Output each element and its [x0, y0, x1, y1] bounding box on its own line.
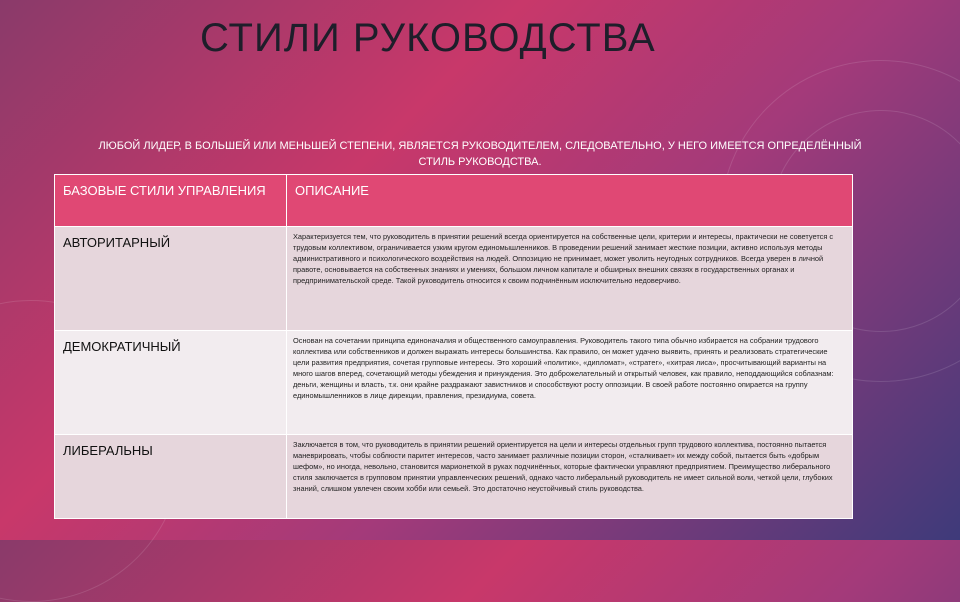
style-name-cell: ЛИБЕРАЛЬНЫ	[55, 435, 287, 519]
style-name-cell: ДЕМОКРАТИЧНЫЙ	[55, 331, 287, 435]
style-description-cell: Основан на сочетании принципа единоначалия и общественного самоуправления. Руководитель такого типа обычно избирается на собрании трудового коллектива или собственников и должен выражать интересы большинства. Как правило, он может удачно выявить, принять и реализовать стратегические цели развития предприятия, сочетая групповые интересы. Это хороший «политик», «дипломат», «стратег», «хитрая лиса», просчитывающий варианты на много шагов вперед, сочетающий методы убеждения и принуждения. Это доброжелательный и открытый человек, как правило, неподдающийся соблазнам: деньги, женщины и власть, т.к. они крайне раздражают завистников и способствуют росту оппозиции. В своей работе постоянно опирается на группу единомышленников в лице дирекции, правления, президиума, совета.	[287, 331, 853, 435]
table-row	[55, 435, 853, 519]
table-row	[55, 331, 853, 435]
header-description: ОПИСАНИЕ	[287, 175, 853, 227]
slide-subtitle: ЛЮБОЙ ЛИДЕР, В БОЛЬШЕЙ ИЛИ МЕНЬШЕЙ СТЕПЕНИ, ЯВЛЯЕТСЯ РУКОВОДИТЕЛЕМ, СЛЕДОВАТЕЛЬНО, У НЕГО ИМЕЕТСЯ ОПРЕДЕЛЁННЫЙ СТИЛЬ РУКОВОДСТВА.	[98, 140, 862, 168]
style-description-cell: Заключается в том, что руководитель в принятии решений ориентируется на цели и интересы отдельных групп трудового коллектива, постоянно пытается маневрировать, чтобы соблюсти паритет интересов, часто занимает различные позиции сторон, «сталкивает» их между собой, пытается быть «добрым шефом», но иногда, невольно, становится марионеткой в руках подчинённых, которые фактически управляют предприятием. Преимущество либерального стиля заключается в групповом принятии управленческих решений, однако часто либеральный руководитель не имеет сильной воли, четкой цели, глубоких знаний, слишком увлечен своим хобби или семьей. Это достаточно неустойчивый стиль руководства.	[287, 435, 853, 519]
slide-title: СТИЛИ РУКОВОДСТВА	[200, 16, 656, 60]
style-description-cell: Характеризуется тем, что руководитель в принятии решений всегда ориентируется на собственные цели, критерии и интересы, практически не советуется с трудовым коллективом, ограничивается узким кругом единомышленников. В проведении решений занимает жесткие позиции, активно используя методы административного и психологического воздействия на людей. Оппозицию не принимает, может уволить неугодных сотрудников. Всегда уверен в личной правоте, основывается на собственных знаниях и умениях, большом личном капитале и обширных внешних связях в государственных органах и предпринимательской среде. Такой руководитель относится к своим подчинённым исключительно недоверчиво.	[287, 227, 853, 331]
style-name-cell: АВТОРИТАРНЫЙ	[55, 227, 287, 331]
table-row	[55, 227, 853, 331]
header-styles: БАЗОВЫЕ СТИЛИ УПРАВЛЕНИЯ	[55, 175, 287, 227]
table-header-row	[55, 175, 853, 227]
leadership-styles-table	[54, 174, 853, 519]
